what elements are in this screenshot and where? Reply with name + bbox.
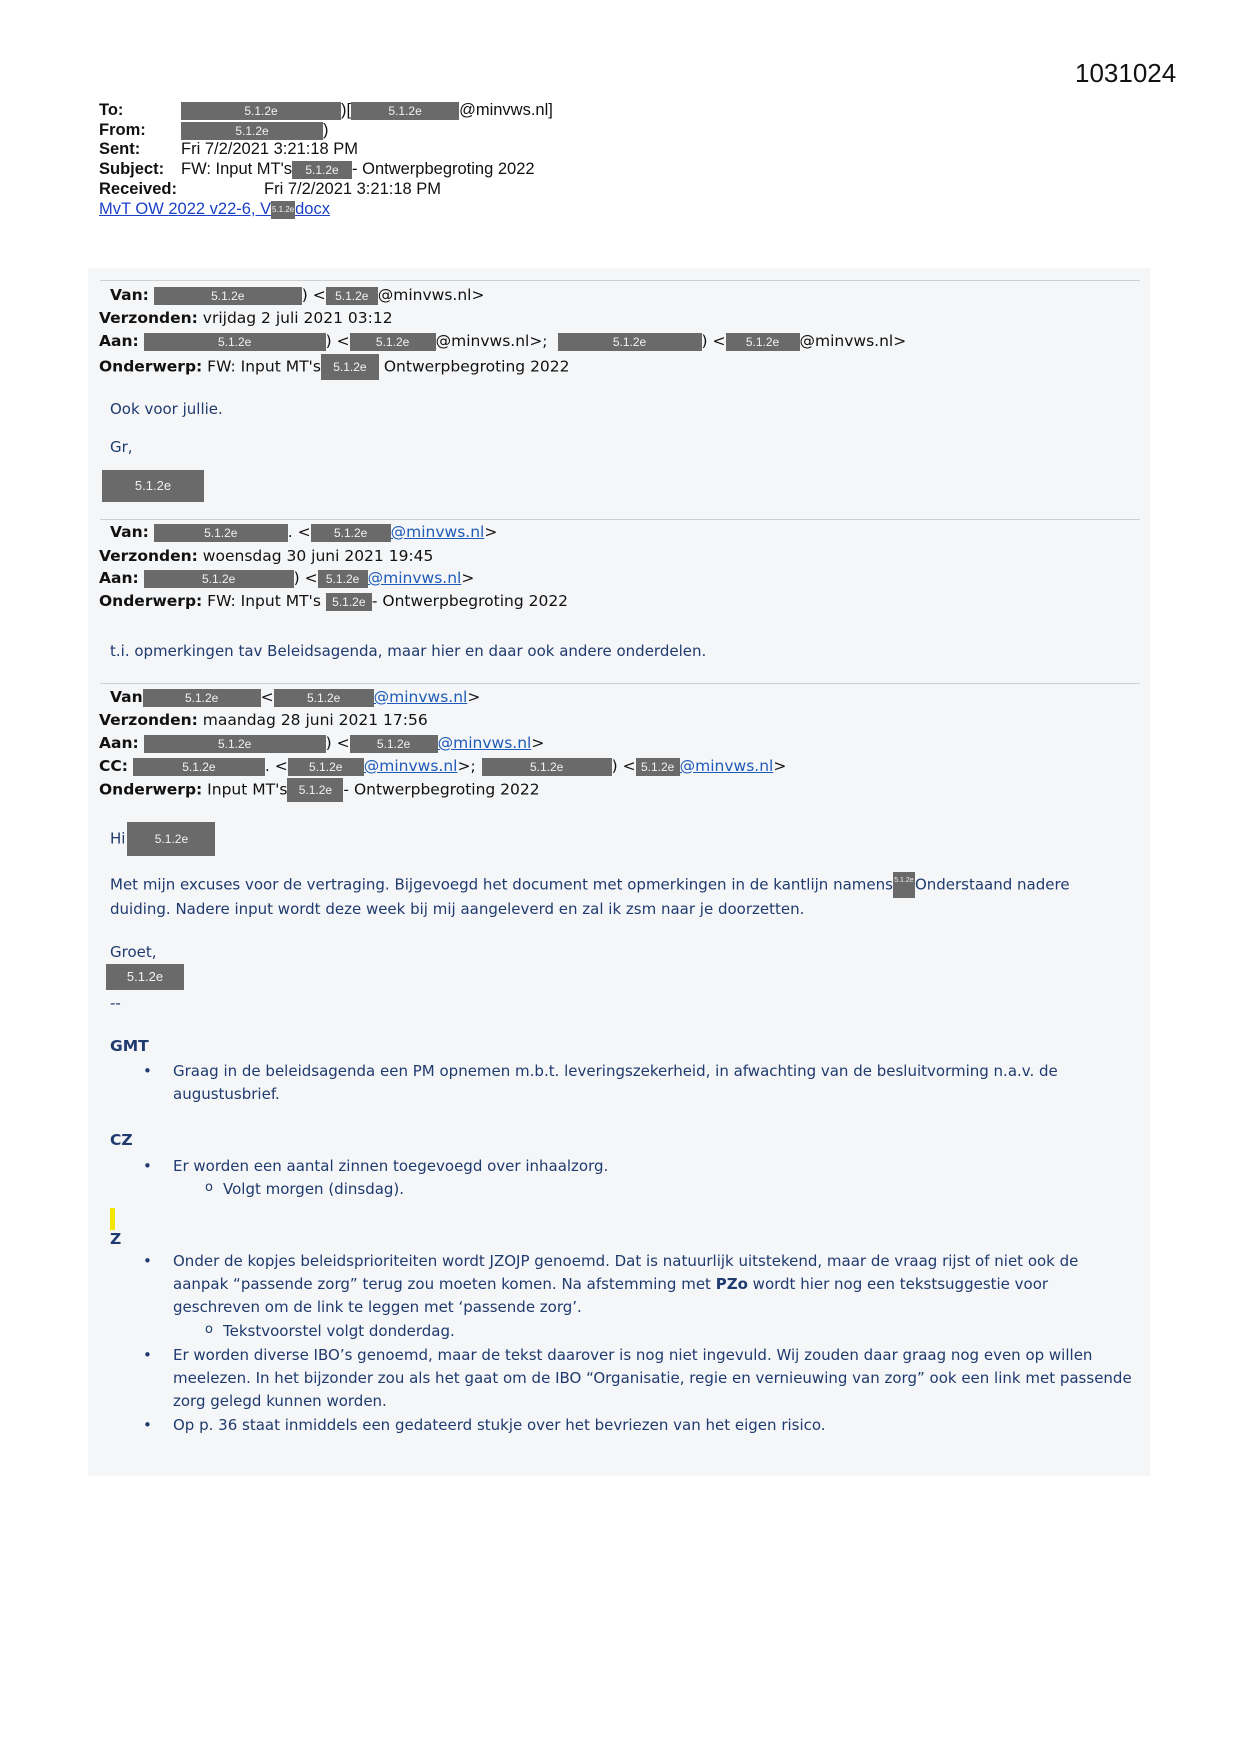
verzonden-label: Verzonden: xyxy=(99,711,198,729)
z-bullet-3: • Op p. 36 staat inmiddels een gedateerd stukje over het bevriezen van het eigen risico. xyxy=(173,1414,1133,1437)
attachment-link[interactable] xyxy=(99,199,330,219)
aan-mid: ) < xyxy=(293,569,318,587)
section-z-title: Z xyxy=(110,1230,122,1248)
onderwerp-post: - Ontwerpbegroting 2022 xyxy=(343,780,540,799)
verzonden-value: woensdag 30 juni 2021 19:45 xyxy=(202,547,434,565)
van-tail: > xyxy=(484,523,498,541)
redaction: 5.1.2e xyxy=(288,758,364,776)
msg1-aan xyxy=(99,330,906,352)
msg3-greeting xyxy=(110,822,215,856)
onderwerp-pre: FW: Input MT's xyxy=(207,357,321,376)
msg3-signature xyxy=(106,964,184,990)
cz-sub-1: o Volgt morgen (dinsdag). xyxy=(223,1178,404,1200)
to-sep: )[ xyxy=(341,101,352,119)
redaction: 5.1.2e xyxy=(726,333,800,351)
subject-label: Subject: xyxy=(99,160,165,178)
redaction: 5.1.2e xyxy=(154,524,288,542)
verzonden-label: Verzonden: xyxy=(99,547,198,565)
redaction: 5.1.2e xyxy=(318,570,368,588)
redaction: 5.1.2e xyxy=(144,735,326,753)
z-bullet-2: • Er worden diverse IBO’s genoemd, maar de tekst daarover is nog niet ingevuld. Wij zouden daar graag nog even op willen meelezen. In het bijzonder zou als het gaat om de IBO “Organisatie, regie en vernieuwing van zorg” ook een link met passende zorg gelegd kunnen worden. xyxy=(173,1344,1133,1413)
redaction: 5.1.2e xyxy=(351,102,459,120)
redaction: 5.1.2e xyxy=(482,758,612,776)
msg1-verzonden xyxy=(99,307,393,329)
redaction: 5.1.2e xyxy=(274,689,374,707)
cc-tail: > xyxy=(773,757,787,775)
redaction: 5.1.2e xyxy=(893,872,915,898)
received-value: Fri 7/2/2021 3:21:18 PM xyxy=(264,180,442,198)
verzonden-value: vrijdag 2 juli 2021 03:12 xyxy=(202,309,393,327)
van-mid: < xyxy=(260,688,274,706)
section-gmt-title: GMT xyxy=(110,1037,149,1055)
onderwerp-label: Onderwerp: xyxy=(99,780,203,799)
to-label: To: xyxy=(99,101,124,119)
cc-email-link-2[interactable]: @minvws.nl xyxy=(679,757,774,775)
header-subject xyxy=(99,159,535,179)
msg1-van xyxy=(110,284,484,306)
redaction: 5.1.2e xyxy=(326,593,372,611)
aan-mid-2: ) < xyxy=(701,332,726,350)
onderwerp-post: - Ontwerpbegroting 2022 xyxy=(371,592,569,610)
aan-mid: ) < xyxy=(325,734,350,752)
van-label: Van xyxy=(110,688,143,706)
cc-sep: >; xyxy=(457,757,476,775)
redaction: 5.1.2e xyxy=(144,570,294,588)
msg3-verzonden xyxy=(99,709,428,731)
msg3-cc xyxy=(99,755,786,777)
onderwerp-label: Onderwerp: xyxy=(99,592,203,610)
msg3-dashes: -- xyxy=(110,994,121,1012)
cc-mid-2: ) < xyxy=(611,757,636,775)
van-mid: . < xyxy=(287,523,311,541)
msg3-paragraph xyxy=(110,872,1120,920)
redaction: 5.1.2e xyxy=(127,822,215,856)
onderwerp-post: Ontwerpbegroting 2022 xyxy=(383,357,570,376)
separator xyxy=(100,519,1140,520)
redaction: 5.1.2e xyxy=(143,689,261,707)
separator xyxy=(100,683,1140,684)
msg1-body-line-1: Ook voor jullie. xyxy=(110,400,223,418)
to-domain: @minvws.nl] xyxy=(459,101,553,119)
onderwerp-label: Onderwerp: xyxy=(99,357,203,376)
from-tail: ) xyxy=(323,121,329,139)
msg2-van xyxy=(110,521,497,543)
highlight-mark xyxy=(110,1208,115,1230)
z-sub-1: o Tekstvoorstel volgt donderdag. xyxy=(223,1320,455,1342)
hi-text: Hi xyxy=(110,829,126,848)
header-sent xyxy=(99,139,358,159)
redaction: 5.1.2e xyxy=(558,333,702,351)
aan-mid: ) < xyxy=(325,332,350,350)
onderwerp-pre: FW: Input MT's xyxy=(207,592,321,610)
aan-tail: > xyxy=(461,569,475,587)
verzonden-label: Verzonden: xyxy=(99,309,198,327)
paragraph-part-2: Onderstaand nadere xyxy=(914,875,1070,894)
redaction: 5.1.2e xyxy=(636,758,680,776)
redaction: 5.1.2e xyxy=(102,470,204,502)
redaction: 5.1.2e xyxy=(271,201,295,219)
z-bullet-1-bold: PZo xyxy=(715,1275,748,1293)
cc-email-link-1[interactable]: @minvws.nl xyxy=(363,757,458,775)
subject-post: - Ontwerpbegroting 2022 xyxy=(352,160,535,178)
aan-label: Aan: xyxy=(99,734,139,752)
document-number: 1031024 xyxy=(1075,58,1177,88)
aan-email-link[interactable]: @minvws.nl xyxy=(367,569,462,587)
onderwerp-pre: Input MT's xyxy=(207,780,288,799)
msg2-onderwerp xyxy=(99,590,568,612)
aan-label: Aan: xyxy=(99,332,139,350)
aan-email-link[interactable]: @minvws.nl xyxy=(437,734,532,752)
cc-mid: . < xyxy=(264,757,288,775)
redaction: 5.1.2e xyxy=(154,287,302,305)
msg3-aan xyxy=(99,732,544,754)
msg1-signature xyxy=(102,470,204,502)
aan-label: Aan: xyxy=(99,569,139,587)
van-email: @minvws.nl> xyxy=(377,286,485,304)
cc-label: CC: xyxy=(99,757,128,775)
van-email-link[interactable]: @minvws.nl xyxy=(390,523,485,541)
section-cz-title: CZ xyxy=(110,1131,133,1149)
paragraph-part-3: duiding. Nadere input wordt deze week bij mij aangeleverd en zal ik zsm naar je doorzetten. xyxy=(110,900,805,918)
msg2-body-line-1: t.i. opmerkingen tav Beleidsagenda, maar hier en daar ook andere onderdelen. xyxy=(110,642,707,660)
attachment-ext[interactable]: docx xyxy=(295,200,330,218)
msg2-verzonden xyxy=(99,545,433,567)
msg3-van xyxy=(110,686,480,708)
redaction: 5.1.2e xyxy=(311,524,391,542)
cz-bullet-1: • Er worden een aantal zinnen toegevoegd over inhaalzorg. xyxy=(173,1155,1133,1178)
msg1-onderwerp xyxy=(99,354,570,380)
msg2-aan xyxy=(99,567,474,589)
redaction: 5.1.2e xyxy=(133,758,265,776)
sent-label: Sent: xyxy=(99,140,141,158)
z-bullet-1 xyxy=(173,1250,1133,1319)
msg3-onderwerp xyxy=(99,778,540,802)
attachment-name[interactable]: MvT OW 2022 v22-6, V xyxy=(99,200,272,218)
redaction: 5.1.2e xyxy=(292,161,352,179)
z-bullet-1-part-1: Onder de kopjes beleidsprioriteiten wordt JZOJP genoemd. Dat is natuurlijk uitstekend, maar de vraag rijst of niet ook de aanpak “passende zorg” terug zou moeten komen. Na afstemming met xyxy=(173,1252,1079,1293)
header-from xyxy=(99,120,329,140)
gmt-bullet-1: • Graag in de beleidsagenda een PM opnemen m.b.t. leveringszekerheid, in afwachting van de besluitvorming n.a.v. de augustusbrief. xyxy=(173,1060,1133,1106)
from-label: From: xyxy=(99,121,146,139)
paragraph-part-1: Met mijn excuses voor de vertraging. Bijgevoegd het document met opmerkingen in de kantlijn namens xyxy=(110,875,893,894)
header-received xyxy=(99,179,441,199)
redaction: 5.1.2e xyxy=(181,122,323,140)
aan-tail: > xyxy=(531,734,545,752)
z-bullet-1-part-2: wordt hier nog een tekstsuggestie voor geschreven om de link te leggen met ‘passende zorg’. xyxy=(173,1275,1049,1316)
redaction: 5.1.2e xyxy=(326,287,378,305)
redaction: 5.1.2e xyxy=(350,735,438,753)
van-mid: ) < xyxy=(301,286,326,304)
separator xyxy=(100,280,1140,281)
aan-email-1: @minvws.nl>; xyxy=(435,332,548,350)
redaction: 5.1.2e xyxy=(181,102,341,120)
redaction: 5.1.2e xyxy=(287,778,343,802)
redaction: 5.1.2e xyxy=(106,964,184,990)
subject-pre: FW: Input MT's xyxy=(181,160,293,178)
van-tail: > xyxy=(467,688,481,706)
redaction: 5.1.2e xyxy=(350,333,436,351)
van-label: Van: xyxy=(110,523,149,541)
header-to xyxy=(99,100,553,120)
msg1-body-line-2: Gr, xyxy=(110,438,133,456)
sent-value: Fri 7/2/2021 3:21:18 PM xyxy=(181,140,359,158)
van-label: Van: xyxy=(110,286,149,304)
verzonden-value: maandag 28 juni 2021 17:56 xyxy=(202,711,428,729)
redaction: 5.1.2e xyxy=(321,354,379,380)
van-email-link[interactable]: @minvws.nl xyxy=(373,688,468,706)
received-label: Received: xyxy=(99,180,177,198)
aan-email-2: @minvws.nl> xyxy=(799,332,907,350)
redaction: 5.1.2e xyxy=(144,333,326,351)
msg3-groet: Groet, xyxy=(110,943,157,961)
